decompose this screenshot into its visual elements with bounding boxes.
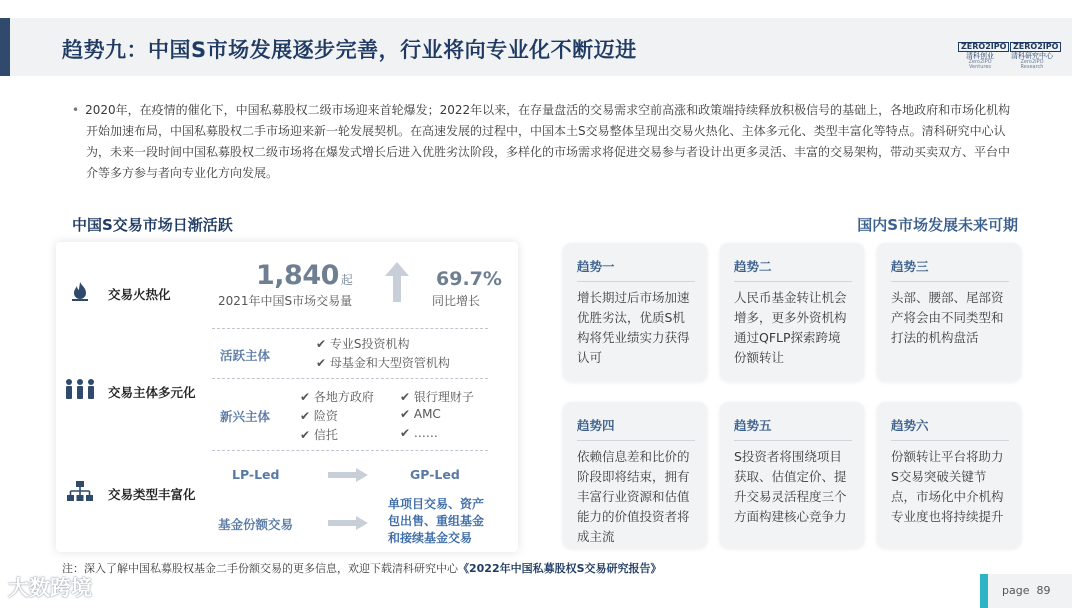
footnote: [62, 560, 662, 576]
trend-card-title: 趋势三: [891, 257, 1009, 282]
category-hot-label: 交易火热化: [108, 286, 171, 302]
trend-card-title: 趋势二: [734, 257, 852, 282]
category-hot: [60, 280, 171, 307]
divider: [212, 328, 488, 329]
category-diverse-label: 交易主体多元化: [108, 384, 196, 400]
org-chart-icon: [60, 480, 100, 507]
trend-card-title: 趋势一: [577, 257, 695, 282]
zero2ipo-research-logo: [1010, 36, 1059, 71]
right-section-title: 国内S市场发展未来可期: [857, 216, 1018, 234]
zero2ipo-ventures-logo: [958, 36, 1007, 71]
watermark: 大数跨境: [8, 576, 92, 600]
trend-card-body: 份额转让平台将助力S交易突破关键节点，市场化中介机构专业度也将持续提升: [891, 449, 1004, 524]
intro-paragraph: [72, 100, 1020, 184]
logo2-mid: 清科研究中心: [1011, 51, 1053, 60]
trend-card-body: 人民币基金转让机会增多，更多外资机构通过QFLP探索跨境份额转让: [734, 290, 847, 365]
trend-card-title: 趋势四: [577, 416, 695, 441]
fire-icon: [60, 280, 100, 307]
gp-led-label: GP-Led: [410, 467, 460, 482]
emerging-subject-label: 新兴主体: [220, 409, 271, 424]
left-section-title: 中国S交易市场日渐活跃: [72, 216, 233, 234]
category-diverse: [60, 378, 196, 405]
trend-card: [563, 402, 707, 548]
emerging-col2-item: ✔ AMC: [400, 407, 441, 421]
page-label: page: [1002, 584, 1030, 597]
active-item-1: ✔ 专业S投资机构: [316, 337, 410, 351]
transaction-type-line: 单项目交易、资产: [388, 497, 485, 511]
volume-label: 2021年中国S市场交易量: [218, 294, 353, 308]
trend-card-body: 依赖信息差和比价的阶段即将结束，拥有丰富行业资源和估值能力的价值投资者将成主流: [577, 449, 690, 544]
volume-number: 1,840: [256, 260, 339, 291]
trend-card-title: 趋势六: [891, 416, 1009, 441]
logos: [958, 36, 1059, 71]
up-arrow-icon: [385, 262, 409, 302]
logo2-top: ZERO2IPO: [1010, 42, 1061, 52]
trend-card: [877, 243, 1021, 381]
active-item-2: ✔ 母基金和大型资管机构: [316, 356, 450, 370]
logo1-top: ZERO2IPO: [958, 42, 1009, 52]
logo1-mid: 清科创业: [966, 51, 994, 60]
emerging-col2-item: ✔ 银行理财子: [400, 390, 474, 404]
growth-value: 69.7%: [436, 268, 502, 290]
divider: [212, 450, 488, 451]
transaction-types: [388, 496, 484, 547]
divider: [212, 378, 488, 379]
right-arrow-icon: [328, 468, 368, 482]
page-num: 89: [1036, 584, 1051, 597]
right-arrow-icon: [328, 516, 368, 530]
trend-card-body: 增长期过后市场加速优胜劣汰，优质S机构将凭业绩实力获得认可: [577, 290, 690, 365]
trend-card-body: S投资者将围绕项目获取、估值定价、提升交易灵活程度三个方面构建核心竞争力: [734, 449, 847, 524]
volume-unit: 起: [340, 273, 353, 287]
emerging-col2-item: ✔ ……: [400, 426, 438, 440]
page-accent-bar: [980, 574, 988, 608]
page-title: 趋势九：中国S市场发展逐步完善，行业将向专业化不断迈进: [62, 38, 637, 62]
trend-card: [563, 243, 707, 381]
logo1-bottom: Zero2IPO Ventures: [968, 59, 992, 71]
trend-card: [720, 402, 864, 548]
trend-card-title: 趋势五: [734, 416, 852, 441]
footnote-text: 注：深入了解中国私募股权基金二手份额交易的更多信息，欢迎下载清科研究中心: [62, 562, 458, 575]
page-number: [1002, 584, 1050, 597]
trend-card: [877, 402, 1021, 548]
transaction-type-line: 包出售、重组基金: [388, 514, 485, 528]
lp-led-label: LP-Led: [232, 467, 280, 482]
trend-card: [720, 243, 864, 381]
category-types-label: 交易类型丰富化: [108, 486, 196, 502]
emerging-col1-item: ✔ 各地方政府: [300, 390, 374, 404]
growth-label: 同比增长: [432, 294, 481, 308]
title-accent-bar: [0, 18, 10, 76]
fund-share-label: 基金份额交易: [218, 517, 294, 532]
transaction-type-line: 和接续基金交易: [388, 531, 473, 545]
emerging-col1-item: ✔ 险资: [300, 409, 338, 423]
bullet: •: [72, 103, 80, 117]
volume-value: [256, 260, 352, 291]
emerging-col1-item: ✔ 信托: [300, 428, 338, 442]
category-types: [60, 480, 196, 507]
trend-card-body: 头部、腰部、尾部资产将会由不同类型和打法的机构盘活: [891, 290, 1004, 345]
intro-text: 2020年，在疫情的催化下，中国私募股权二级市场迎来首轮爆发；2022年以来，在存量盘活的交易需求空前高涨和政策端持续释放积极信号的基础上，各地政府和市场化机构开始加速布局，中国私募股权二手市场迎来新一轮发展契机。在高速发展的过程中，中国本土S交易整体呈现出交易火热化、主体多元化、类型丰富化等特点。清科研究中心认为，未来一段时间中国私募股权二级市场将在爆发式增长后进入优胜劣汰阶段，多样化的市场需求将促进交易参与者设计出更多灵活、丰富的交易架构，带动买卖双方、平台中介等多方参与者向专业化方向发展。: [85, 103, 1011, 180]
report-link[interactable]: 《2022年中国私募股权S交易研究报告》: [458, 562, 662, 575]
active-subject-label: 活跃主体: [220, 348, 271, 363]
people-icon: [60, 378, 100, 405]
logo2-bottom: Zero2IPO Research: [1020, 59, 1044, 71]
